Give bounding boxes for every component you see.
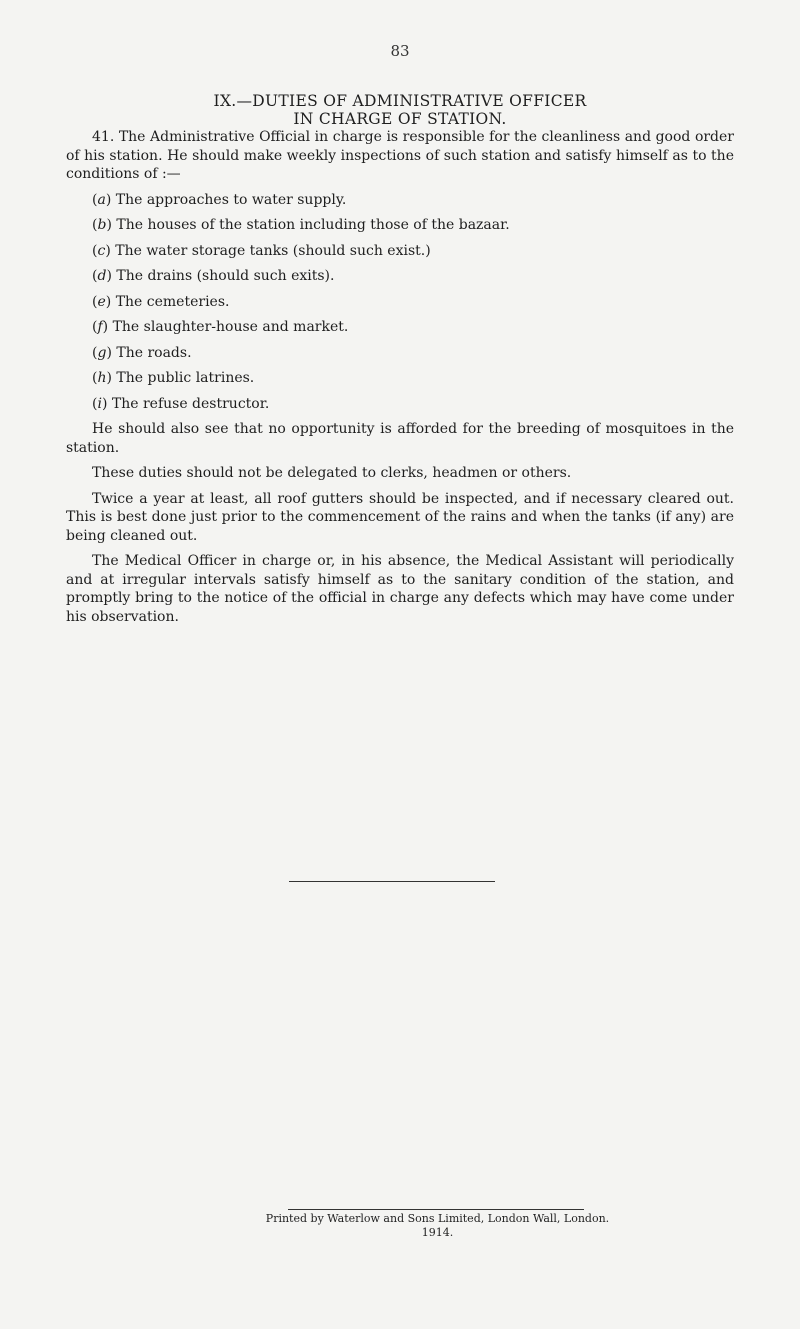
list-item: (e) The cemeteries. (92, 293, 230, 310)
paragraph-medical-officer: The Medical Officer in charge or, in his absence, the Medical Assistant will periodically and at irregular intervals satisfy himself as to the sanitary condition of the station, and promptly bring to the notice of the official in charge any defects which may have come under his observation. (66, 553, 734, 625)
section-heading (0, 92, 800, 128)
heading-line-1: IX.—DUTIES OF ADMINISTRATIVE OFFICER (213, 92, 587, 110)
list-item: (g) The roads. (92, 344, 192, 361)
list-item: (a) The approaches to water supply. (92, 191, 347, 208)
item-letter: e (97, 293, 106, 310)
item-text: The refuse destructor. (111, 395, 270, 412)
item-letter: b (97, 217, 107, 233)
list-item: (d) The drains (should such exits). (92, 268, 335, 284)
imprint-line-1: Printed by Waterlow and Sons Limited, London Wall, London. (265, 1212, 610, 1225)
item-letter: c (97, 242, 106, 259)
imprint-year: 1914. (421, 1226, 454, 1239)
item-letter: a (97, 191, 106, 208)
item-letter: i (97, 395, 102, 412)
list-item: (h) The public latrines. (92, 370, 255, 386)
item-text: The approaches to water supply. (115, 191, 347, 208)
item-text: The houses of the station including those of the bazaar. (116, 217, 510, 233)
paragraph-roof-gutters: Twice a year at least, all roof gutters should be inspected, and if necessary cleared out. This is best done just prior to the commencement of the rains and when the tanks (if any) are being cleaned out. (66, 490, 734, 544)
item-text: The drains (should such exits). (116, 268, 335, 284)
item-text: The roads. (116, 344, 192, 361)
item-text: The slaughter-house and market. (112, 319, 349, 335)
paragraph-delegation: These duties should not be delegated to clerks, headmen or others. (92, 465, 572, 481)
item-letter: d (97, 268, 107, 284)
item-text: The cemeteries. (115, 293, 230, 310)
page-number: 83 (390, 42, 410, 60)
item-letter: h (97, 370, 107, 386)
heading-line-2: IN CHARGE OF STATION. (293, 110, 507, 128)
printer-imprint (200, 1212, 675, 1240)
item-letter: g (97, 344, 107, 361)
list-item: (f) The slaughter-house and market. (92, 319, 349, 335)
imprint-rule (288, 1209, 584, 1210)
list-item: (c) The water storage tanks (should such exist.) (92, 242, 431, 259)
item-text: The public latrines. (116, 370, 255, 386)
list-item: (i) The refuse destructor. (92, 395, 270, 412)
paragraph-mosquitoes: He should also see that no opportunity is afforded for the breeding of mosquitoes in the station. (66, 421, 734, 456)
section-divider (289, 881, 495, 882)
body-text (66, 128, 734, 626)
item-text: The water storage tanks (should such exist.) (115, 242, 431, 259)
item-letter: f (97, 319, 103, 335)
intro-paragraph: 41. The Administrative Official in charge is responsible for the cleanliness and good order of his station. He should make weekly inspections of such station and satisfy himself as to the conditions of :— (66, 129, 734, 182)
list-item: (b) The houses of the station including those of the bazaar. (92, 217, 510, 233)
inspection-list (66, 191, 734, 414)
